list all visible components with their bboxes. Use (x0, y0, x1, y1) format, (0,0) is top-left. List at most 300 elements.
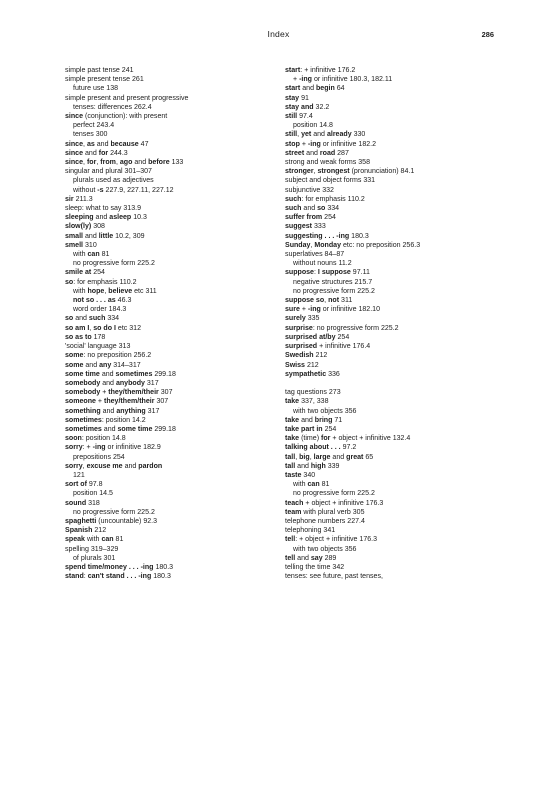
headword: suggesting . . . -ing (285, 232, 350, 240)
index-entry (65, 112, 305, 121)
index-entry (65, 563, 305, 572)
index-entry (65, 370, 305, 379)
headword: big (299, 453, 310, 461)
headword: speak (65, 536, 85, 544)
entry-text: with (73, 251, 88, 259)
headword: sympathetic (285, 370, 327, 378)
index-subentry (65, 84, 305, 93)
headword: so as to (65, 333, 92, 341)
headword: since (65, 140, 84, 148)
entry-text: with (84, 536, 102, 544)
entry-text: future use 138 (73, 85, 119, 93)
index-subentry (65, 305, 305, 314)
index-entry (285, 342, 525, 351)
index-entry (285, 176, 525, 185)
headword: so (317, 205, 326, 213)
entry-text: 178 (91, 333, 106, 341)
entry-text: , (324, 297, 329, 305)
index-entry (285, 241, 525, 250)
headword: since (65, 159, 84, 167)
index-entry (285, 195, 525, 204)
entry-text: no progressive form 225.2 (73, 260, 155, 268)
index-entry (65, 351, 305, 360)
headword: anybody (115, 379, 145, 387)
entry-text: and (100, 379, 116, 387)
entry-text: 133 (169, 159, 184, 167)
entry-text: : position 14.2 (101, 416, 146, 424)
index-entry (285, 314, 525, 323)
index-subentry (285, 259, 525, 268)
headword: smile at (65, 269, 92, 277)
index-entry (65, 342, 305, 351)
entry-text: (time) (299, 435, 322, 443)
headword: say (310, 554, 323, 562)
entry-text: singular and plural 301–307 (65, 168, 152, 176)
headword: suppose (285, 269, 314, 277)
index-subentry (65, 103, 305, 112)
entry-text: and (99, 370, 116, 378)
entry-text: 212 (304, 361, 319, 369)
headword: such (285, 205, 302, 213)
entry-text: of plurals 301 (73, 554, 116, 562)
headword: sort of (65, 481, 87, 489)
index-subentry (65, 186, 305, 195)
entry-text: 307 (154, 398, 169, 406)
headword: spend time/money . . . -ing (65, 563, 154, 571)
index-entry (65, 158, 305, 167)
entry-text: , (313, 168, 318, 176)
headword: -ing (307, 306, 321, 314)
headword: some (65, 352, 84, 360)
entry-text: 308 (91, 223, 105, 231)
headword: sound (65, 499, 87, 507)
headword: suggest (285, 223, 313, 231)
index-entry (285, 84, 525, 93)
headword: tall (285, 462, 296, 470)
headword: they/them/their (108, 389, 159, 397)
entry-text: 81 (319, 481, 330, 489)
index-entry (285, 361, 525, 370)
index-entry (65, 314, 305, 323)
headword: yet (301, 131, 312, 139)
entry-text: 97.4 (297, 113, 313, 121)
entry-text: 287 (335, 149, 349, 157)
entry-text: 339 (325, 462, 340, 470)
entry-text: and (295, 462, 311, 470)
index-entry (285, 526, 525, 535)
running-header-title: Index (267, 29, 290, 39)
entry-text: : for emphasis 110.2 (73, 278, 137, 286)
entry-text: 'social' language 313 (65, 343, 131, 351)
entry-text: + infinitive 176.4 (317, 343, 371, 351)
headword: something (65, 407, 101, 415)
entry-text: : no preposition 256.2 (83, 352, 152, 360)
index-subentry (65, 471, 305, 480)
index-subentry (65, 453, 305, 462)
entry-text: 97.2 (340, 444, 357, 452)
index-entry (65, 434, 305, 443)
index-entry (65, 222, 305, 231)
entry-text: 46.3 (115, 297, 132, 305)
index-entry (65, 333, 305, 342)
index-entry (285, 425, 525, 434)
index-entry (285, 388, 525, 397)
entry-text: 317 (145, 407, 160, 415)
headword: from (100, 159, 116, 167)
entry-text: 10.3 (131, 214, 147, 222)
index-entry (285, 103, 525, 112)
entry-text: etc 311 (132, 287, 157, 295)
headword: Swedish (285, 352, 314, 360)
headword: believe (108, 287, 133, 295)
entry-text: prepositions 254 (73, 453, 125, 461)
headword: sometimes (65, 425, 102, 433)
entry-text: tag questions 273 (285, 389, 341, 397)
entry-text: , (104, 287, 109, 295)
entry-text: without nouns 11.2 (293, 260, 352, 268)
headword: excuse me (86, 462, 123, 470)
headword: surprised at/by (285, 333, 336, 341)
index-entry (65, 241, 305, 250)
entry-text: and (300, 85, 316, 93)
headword: for (321, 435, 331, 443)
entry-text: and (83, 232, 99, 240)
index-subentry (65, 259, 305, 268)
entry-text: (pronunciation) 84.1 (349, 168, 415, 176)
headword: such (285, 195, 302, 203)
entry-text: 97.8 (86, 481, 103, 489)
entry-text: with two objects 356 (293, 545, 357, 553)
entry-text: simple present tense 261 (65, 76, 144, 84)
headword: before (148, 159, 170, 167)
index-subentry (285, 407, 525, 416)
headword: take part in (285, 425, 323, 433)
entry-text: without (73, 186, 98, 194)
entry-text: 330 (351, 131, 366, 139)
headword: talking about . . . (285, 444, 341, 452)
index-entry (285, 186, 525, 195)
headword: stronger (285, 168, 314, 176)
headword: sure (285, 306, 300, 314)
index-entry (65, 324, 305, 333)
entry-text: position 14.5 (73, 490, 113, 498)
entry-text: , (83, 159, 87, 167)
index-subentry (285, 287, 525, 296)
headword: somebody (65, 389, 101, 397)
entry-text: plurals used as adjectives (73, 177, 154, 185)
entry-text: : no progressive form 225.2 (312, 324, 399, 332)
headword: teach (285, 499, 304, 507)
entry-text: 97.11 (350, 269, 370, 277)
index-entry (65, 75, 305, 84)
index-entry (285, 296, 525, 305)
index-entry (285, 305, 525, 314)
headword: tell (285, 554, 296, 562)
headword: sleeping (65, 214, 94, 222)
index-entry (65, 195, 305, 204)
entry-text: (conjunction): with present (83, 113, 168, 121)
headword: little (98, 232, 114, 240)
index-subentry (65, 250, 305, 259)
index-entry (285, 66, 525, 75)
headword: surprise (285, 324, 313, 332)
entry-text: with (73, 287, 88, 295)
index-subentry (65, 121, 305, 130)
entry-text: 337, 338 (299, 398, 329, 406)
headword: pardon (138, 462, 163, 470)
entry-text: and (122, 462, 139, 470)
index-column-right (285, 66, 525, 581)
headword: asleep (109, 214, 132, 222)
index-entry (285, 434, 525, 443)
entry-text: + (293, 76, 300, 84)
index-entry (65, 416, 305, 425)
headword: such (88, 315, 106, 323)
entry-text: : position 14.8 (81, 435, 126, 443)
entry-text: 91 (299, 94, 309, 102)
headword: sometimes (115, 370, 153, 378)
entry-text: with two objects 356 (293, 407, 357, 415)
index-subentry (65, 176, 305, 185)
entry-text: and (299, 416, 315, 424)
headword: can (307, 481, 320, 489)
index-entry (285, 140, 525, 149)
headword: slow(ly) (65, 223, 92, 231)
index-subentry (65, 508, 305, 517)
entry-text: no progressive form 225.2 (73, 508, 155, 516)
entry-text: 244.3 (108, 149, 128, 157)
entry-text: + (100, 389, 109, 397)
entry-text: telephone numbers 227.4 (285, 517, 365, 525)
entry-text: and (100, 407, 117, 415)
headword: so (65, 315, 74, 323)
headword: -ing (299, 76, 312, 84)
headword: suffer from (285, 214, 323, 222)
index-subentry (285, 75, 525, 84)
section-gap (285, 379, 525, 388)
index-entry (285, 535, 525, 544)
headword: -ing (307, 140, 321, 148)
entry-text: and (132, 159, 149, 167)
entry-text: , (96, 159, 101, 167)
entry-text: + (95, 398, 104, 406)
index-entry (285, 222, 525, 231)
entry-text: and (304, 149, 320, 157)
index-entry (285, 462, 525, 471)
index-entry (285, 370, 525, 379)
headword: soon (65, 435, 82, 443)
index-entry (65, 66, 305, 75)
index-entry (285, 324, 525, 333)
headword: Sunday (285, 241, 311, 249)
index-entry (65, 379, 305, 388)
headword: since (65, 149, 84, 157)
headword: sorry (65, 462, 83, 470)
index-entry (65, 545, 305, 554)
headword: ago (119, 159, 133, 167)
index-entry (65, 407, 305, 416)
entry-text: 32.2 (313, 103, 330, 111)
headword: spaghetti (65, 517, 97, 525)
index-entry (65, 213, 305, 222)
headword: surely (285, 315, 306, 323)
headword: road (319, 149, 336, 157)
headword: stop (285, 140, 300, 148)
headword: great (346, 453, 364, 461)
entry-text: 310 (83, 241, 97, 249)
index-entry (285, 499, 525, 508)
entry-text: 254 (91, 269, 105, 277)
index-entry (285, 232, 525, 241)
headword: -s (97, 186, 104, 194)
entry-text: 340 (301, 471, 316, 479)
entry-text: no progressive form 225.2 (293, 287, 375, 295)
entry-text: or infinitive 182.9 (105, 444, 161, 452)
entry-text: , (309, 453, 314, 461)
entry-text: 289 (322, 554, 337, 562)
entry-text: simple present and present progressive (65, 94, 189, 102)
headword: not so . . . as (73, 297, 116, 305)
entry-text: 335 (305, 315, 320, 323)
entry-text: , (115, 159, 120, 167)
index-subentry (65, 287, 305, 296)
entry-text: and (301, 205, 318, 213)
index-entry (65, 480, 305, 489)
headword: somebody (65, 379, 101, 387)
index-entry (65, 94, 305, 103)
entry-text: spelling 319–329 (65, 545, 119, 553)
headword: bring (314, 416, 333, 424)
entry-text: 333 (312, 223, 326, 231)
entry-text: , (310, 241, 315, 249)
index-entry (285, 471, 525, 480)
headword: can (101, 536, 114, 544)
headword: start (285, 85, 301, 93)
headword: not (328, 297, 340, 305)
entry-text: and (93, 214, 110, 222)
headword: still (285, 131, 298, 139)
headword: take (285, 416, 300, 424)
entry-text: 307 (158, 389, 173, 397)
entry-text: 81 (113, 536, 124, 544)
entry-text: 64 (334, 85, 345, 93)
entry-text: and (101, 425, 118, 433)
index-entry (285, 204, 525, 213)
index-entry (65, 361, 305, 370)
index-entry (285, 213, 525, 222)
index-entry (285, 508, 525, 517)
entry-text: no progressive form 225.2 (293, 490, 375, 498)
index-entry (65, 572, 305, 581)
headword: take (285, 435, 300, 443)
index-subentry (285, 121, 525, 130)
entry-text: and (73, 315, 89, 323)
headword: so do I (93, 324, 116, 332)
index-subentry (285, 545, 525, 554)
entry-text: 47 (138, 140, 149, 148)
index-entry (65, 499, 305, 508)
entry-text: 81 (99, 251, 110, 259)
headword: because (110, 140, 139, 148)
index-entry (65, 232, 305, 241)
headword: tell (285, 536, 296, 544)
entry-text: superlatives 84–87 (285, 251, 345, 259)
entry-text: 180.3 (151, 573, 171, 581)
index-entry (65, 140, 305, 149)
headword: team (285, 508, 302, 516)
entry-text: with (293, 481, 308, 489)
headword: I suppose (317, 269, 351, 277)
entry-text: , (297, 131, 302, 139)
index-entry (285, 554, 525, 563)
index-entry (285, 268, 525, 277)
entry-text: (uncountable) 92.3 (96, 517, 158, 525)
entry-text: negative structures 215.7 (293, 278, 373, 286)
entry-text: , (83, 140, 87, 148)
entry-text: 10.2, 309 (113, 232, 145, 240)
entry-text: 227.9, 227.11, 227.12 (103, 186, 174, 194)
entry-text: position 14.8 (293, 122, 333, 130)
index-entry (285, 158, 525, 167)
entry-text: 211.3 (73, 195, 93, 203)
headword: any (99, 361, 112, 369)
index-entry (285, 333, 525, 342)
entry-text: 317 (144, 379, 159, 387)
headword: stay and (285, 103, 314, 111)
entry-text: or infinitive 182.10 (320, 306, 380, 314)
index-entry (65, 149, 305, 158)
headword: taste (285, 471, 302, 479)
entry-text: , (295, 453, 300, 461)
headword: for (86, 159, 97, 167)
headword: sir (65, 195, 74, 203)
headword: they/them/their (103, 398, 155, 406)
index-entry (65, 443, 305, 452)
headword: stay (285, 94, 300, 102)
entry-text: 254 (322, 214, 336, 222)
entry-text: etc: no preposition 256.3 (341, 241, 421, 249)
page-number: 286 (481, 30, 494, 39)
index-subentry (285, 480, 525, 489)
entry-text: and (94, 140, 111, 148)
index-entry (285, 443, 525, 452)
entry-text: tenses: differences 262.4 (73, 103, 152, 111)
entry-text: 314–317 (111, 361, 141, 369)
headword: Spanish (65, 527, 93, 535)
entry-text: simple past tense 241 (65, 67, 134, 74)
headword: sorry (65, 444, 83, 452)
headword: begin (315, 85, 335, 93)
headword: start (285, 67, 301, 74)
entry-text: 299.18 (152, 425, 176, 433)
entry-text: + object + infinitive 176.3 (303, 499, 384, 507)
entry-text: 180.3 (349, 232, 369, 240)
entry-text: and (83, 361, 100, 369)
index-entry (285, 94, 525, 103)
entry-text: tenses: see future, past tenses, (285, 573, 383, 581)
entry-text: , (89, 324, 94, 332)
headword: strongest (317, 168, 350, 176)
entry-text: : (313, 269, 318, 277)
entry-text: or infinitive 182.2 (320, 140, 377, 148)
index-subentry (285, 278, 525, 287)
entry-text: subjunctive 332 (285, 186, 334, 194)
entry-text: subject and object forms 331 (285, 177, 376, 185)
headword: so am I (65, 324, 90, 332)
index-entry (285, 563, 525, 572)
entry-text: 254 (322, 425, 337, 433)
index-column-left (65, 66, 305, 581)
